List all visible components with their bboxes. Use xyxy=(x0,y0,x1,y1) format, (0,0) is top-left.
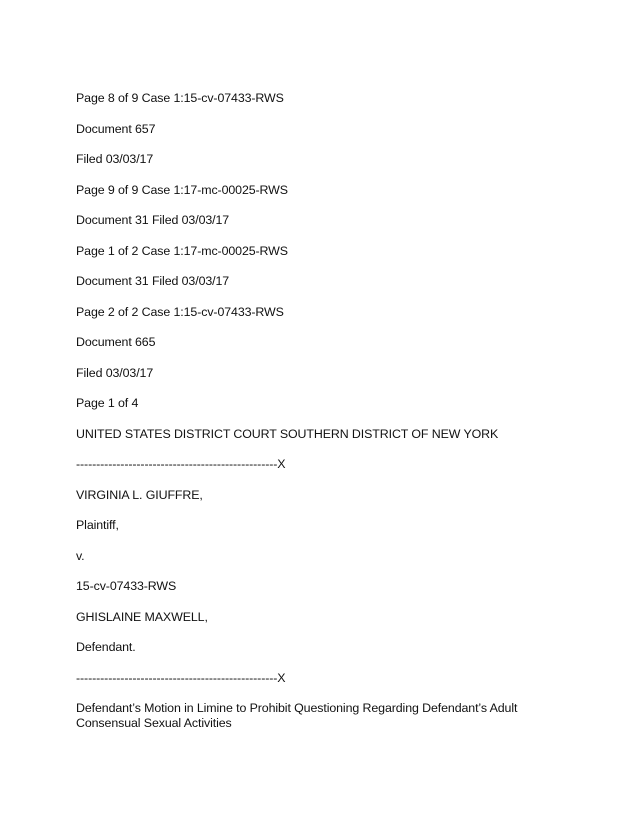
header-line: Page 1 of 2 Case 1:17-mc-00025-RWS xyxy=(76,244,288,258)
header-line: Filed 03/03/17 xyxy=(76,366,154,380)
header-line: Page 9 of 9 Case 1:17-mc-00025-RWS xyxy=(76,183,288,197)
caption-divider: --------------------------------------------------X xyxy=(76,457,286,471)
caption-divider: --------------------------------------------------X xyxy=(76,671,286,685)
defendant-name: GHISLAINE MAXWELL, xyxy=(76,610,208,624)
court-name: UNITED STATES DISTRICT COURT SOUTHERN DISTRICT OF NEW YORK xyxy=(76,427,499,441)
plaintiff-name: VIRGINIA L. GIUFFRE, xyxy=(76,488,203,502)
header-line: Filed 03/03/17 xyxy=(76,152,154,166)
versus-label: v. xyxy=(76,549,85,563)
header-line: Document 665 xyxy=(76,335,156,349)
header-line: Page 1 of 4 xyxy=(76,396,139,410)
header-line: Page 8 of 9 Case 1:15-cv-07433-RWS xyxy=(76,91,284,105)
header-line: Document 657 xyxy=(76,122,156,136)
defendant-label: Defendant. xyxy=(76,640,136,654)
motion-title: Defendant’s Motion in Limine to Prohibit Questioning Regarding Defendant’s Adult Consensual Sexual Activities xyxy=(76,701,518,730)
header-line: Page 2 of 2 Case 1:15-cv-07433-RWS xyxy=(76,305,284,319)
case-number: 15-cv-07433-RWS xyxy=(76,579,177,593)
plaintiff-label: Plaintiff, xyxy=(76,518,119,532)
header-line: Document 31 Filed 03/03/17 xyxy=(76,213,230,227)
header-line: Document 31 Filed 03/03/17 xyxy=(76,274,230,288)
